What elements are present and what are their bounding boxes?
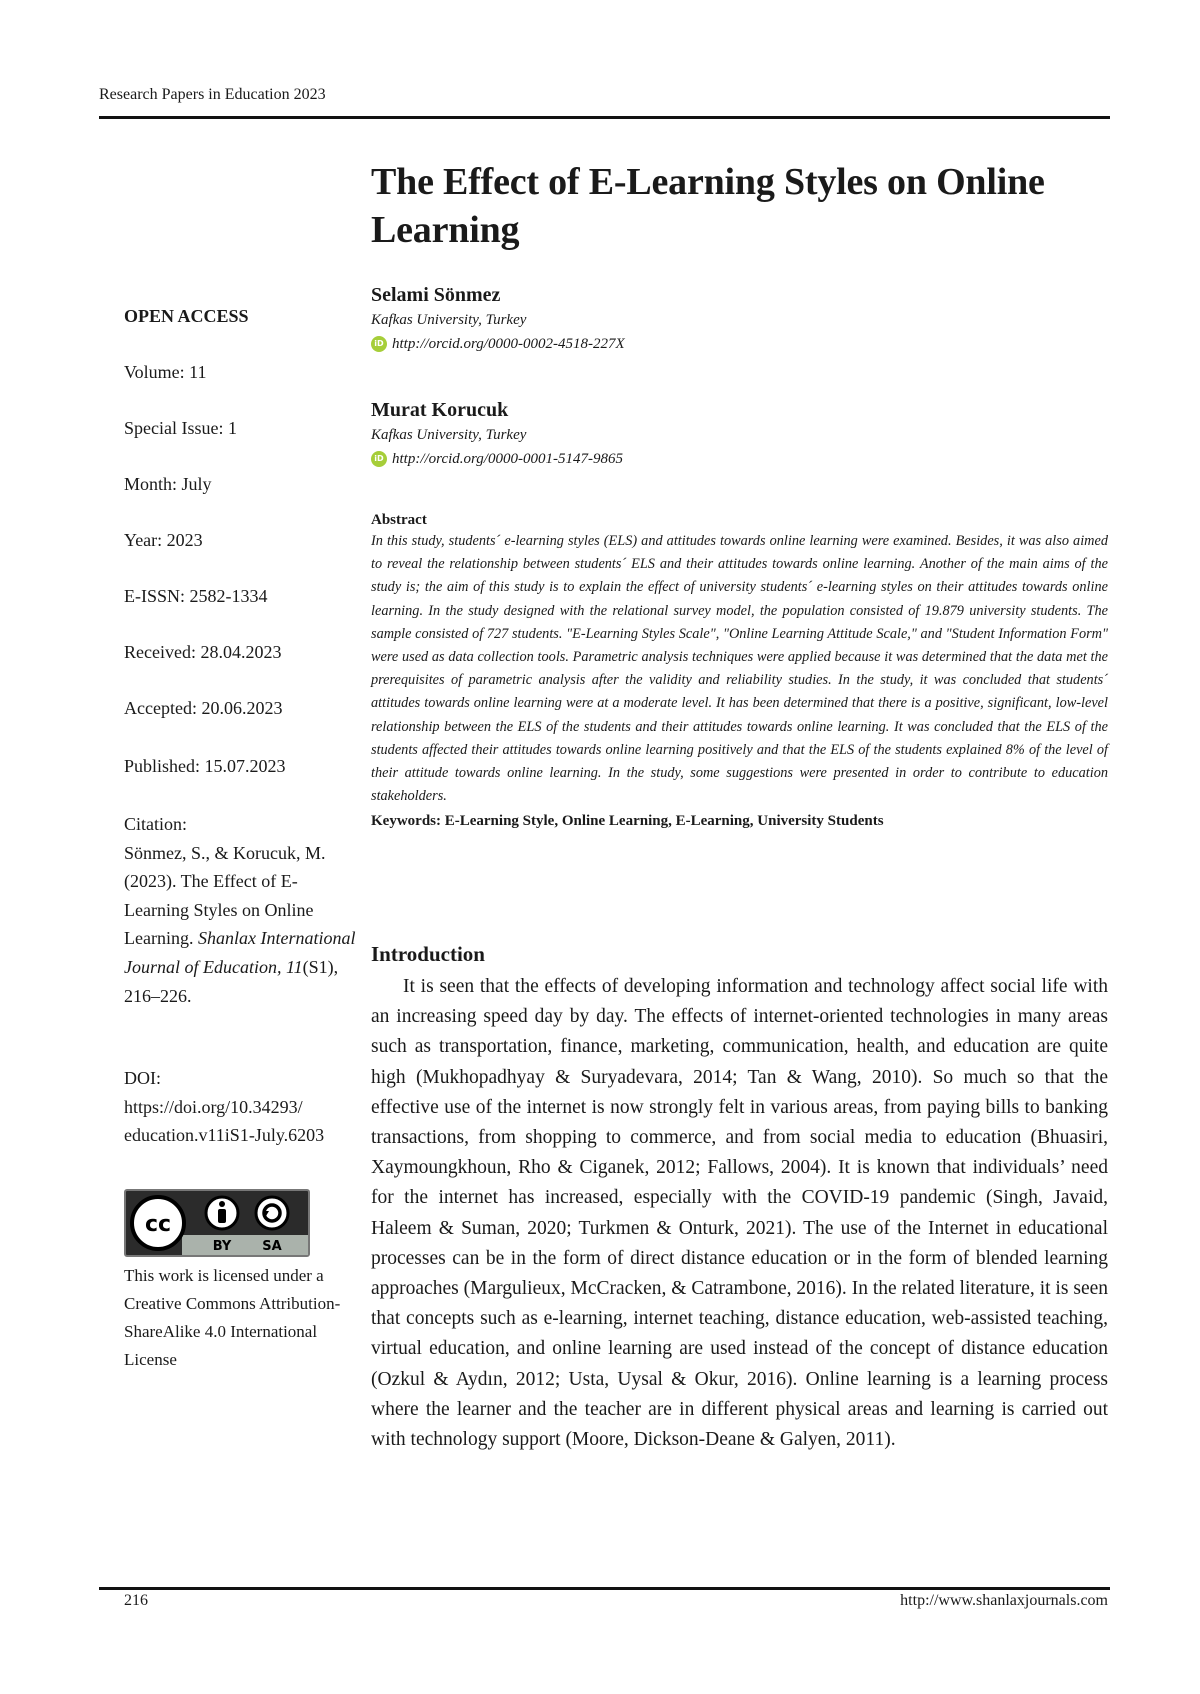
journal-header: Research Papers in Education 2023 (99, 86, 326, 103)
published-date: Published: 15.07.2023 (124, 756, 286, 776)
author-name: Murat Korucuk (371, 399, 509, 421)
abstract-section (371, 510, 1108, 832)
sa-label: SA (262, 1239, 282, 1254)
orcid-icon: iD (371, 336, 387, 352)
year-info: Year: 2023 (124, 530, 203, 550)
author-orcid (371, 332, 1091, 356)
received-date: Received: 28.04.2023 (124, 642, 282, 662)
abstract-heading: Abstract (371, 512, 427, 528)
journal-website-link[interactable]: http://www.shanlaxjournals.com (900, 1592, 1108, 1609)
doi-block (124, 1064, 364, 1150)
share-alike-icon (256, 1197, 288, 1229)
citation-label: Citation: (124, 814, 187, 834)
volume-info: Volume: 11 (124, 362, 207, 382)
article-title: The Effect of E-Learning Styles on Online Learning (371, 161, 1045, 251)
eissn-info: E-ISSN: 2582-1334 (124, 586, 268, 606)
page-number: 216 (124, 1592, 148, 1609)
author-orcid (371, 447, 1091, 471)
doi-link[interactable]: https://doi.org/10.34293/ education.v11iS1-July.6203 (124, 1096, 325, 1146)
open-access-label: OPEN ACCESS (124, 306, 249, 326)
month-info: Month: July (124, 474, 212, 494)
cc-by-sa-badge[interactable] (124, 1189, 310, 1257)
header-rule (99, 116, 1110, 119)
abstract-text: In this study, students´ e-learning styles (ELS) and attitudes towards online learning were examined. Besides, it was also aimed to reveal the relationship between students´ ELS and their attitudes towards online learning. Another of the main aims of the study is; the aim of this study is to explain the effect of university students´ e-learning styles on their attitudes towards online learning. In the study designed with the relational survey model, the population consisted of 19.879 university students. The sample consisted of 727 students. "E-Learning Styles Scale", "Online Learning Attitude Scale," and "Student Information Form" were used as data collection tools. Parametric analysis techniques were applied because it was determined that the data met the prerequisites of parametric analysis after the validity and reliability studies. In the study, it was concluded that students´ attitudes towards online learning were at a moderate level. It has been determined that there is a positive, significant, low-level relationship between the ELS of the students and their attitudes towards online learning. It was concluded that the ELS of the students affected their attitudes towards online learning positively and that the ELS of the students explained 8% of the level of their attitude towards online learning. In the study, some suggestions were presented in order to contribute to education stakeholders. (371, 533, 1108, 805)
author-block (371, 282, 1091, 356)
attribution-icon (206, 1197, 238, 1229)
by-label: BY (212, 1239, 232, 1254)
footer-rule (99, 1587, 1110, 1590)
cc-license-graphic (126, 1191, 308, 1255)
author-block (371, 397, 1091, 471)
author-affiliation: Kafkas University, Turkey (371, 312, 527, 328)
doi-label: DOI: (124, 1068, 161, 1088)
license-text: This work is licensed under a Creative Commons Attribution-ShareAlike 4.0 International License (124, 1266, 341, 1369)
orcid-link[interactable]: http://orcid.org/0000-0001-5147-9865 (392, 451, 623, 467)
citation-journal: Shanlax International Journal of Education, (124, 928, 356, 977)
cc-icon (132, 1197, 184, 1249)
citation-volume: 11 (285, 956, 303, 977)
author-affiliation: Kafkas University, Turkey (371, 427, 527, 443)
orcid-icon: iD (371, 451, 387, 467)
cc-letters: cc (144, 1212, 172, 1237)
author-name: Selami Sönmez (371, 284, 501, 306)
citation-block (124, 810, 356, 1010)
orcid-link[interactable]: http://orcid.org/0000-0002-4518-227X (392, 336, 625, 352)
introduction-text: It is seen that the effects of developing information and technology affect social life with an increasing speed day by day. The effects of internet-oriented technologies in many areas such as transportation, finance, marketing, communication, health, and education are quite high (Mukhopadhyay & Suryadevara, 2014; Tan & Wang, 2010). So much so that the effective use of the internet is now strongly felt in various areas, from paying bills to banking transactions, from shopping to commerce, and from social media to education (Bhuasiri, Xaymoungkhoun, Rho & Ciganek, 2012; Fallows, 2004). It is known that individuals’ need for the internet has increased, especially with the COVID-19 pandemic (Singh, Javaid, Haleem & Suman, 2020; Turkmen & Onturk, 2021). The use of the Internet in educational processes can be in the form of direct distance education or in the form of blended learning approaches (Margulieux, McCracken, & Catrambone, 2016). In the related literature, it is seen that concepts such as e-learning, internet teaching, distance education, web-assisted teaching, virtual education, and online learning are used instead of the concept of distance education (Ozkul & Aydın, 2012; Usta, Uysal & Okur, 2016). Online learning is a learning process where the learner and the teacher are in different physical areas and learning is carried out with technology support (Moore, Dickson-Deane & Galyen, 2011). (371, 976, 1108, 1451)
accepted-date: Accepted: 20.06.2023 (124, 698, 283, 718)
citation-issue-pages: (S1), 216–226. (124, 956, 339, 1006)
introduction-heading: Introduction (371, 942, 485, 966)
citation-text: Sönmez, S., & Korucuk, M. (2023). The Effect of E-Learning Styles on Online Learning. (124, 842, 326, 949)
keywords: Keywords: E-Learning Style, Online Learning, E-Learning, University Students (371, 813, 884, 830)
special-issue-info: Special Issue: 1 (124, 418, 237, 438)
